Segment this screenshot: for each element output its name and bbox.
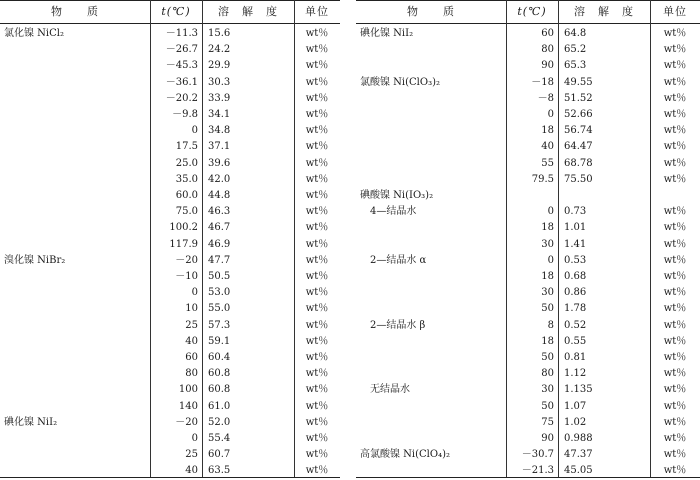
cell-solubility: 33.9 (208, 92, 231, 104)
cell-temperature: 80 (185, 368, 198, 380)
cell-temperature: 40 (185, 335, 198, 347)
cell-temperature: 90 (541, 60, 554, 72)
cell-temperature: 75 (541, 416, 554, 428)
cell-temperature: 75.0 (175, 206, 198, 218)
cell-unit: wt％ (663, 141, 687, 153)
cell-temperature: －9.8 (172, 109, 198, 120)
cell-unit: wt％ (305, 271, 329, 282)
cell-solubility: 60.8 (208, 368, 231, 380)
cell-temperature: 140 (178, 400, 198, 412)
cell-substance: 4—结晶水 (360, 206, 417, 218)
cell-unit: wt％ (663, 125, 687, 137)
cell-substance: 无结晶水 (360, 384, 410, 396)
cell-unit: wt％ (305, 335, 329, 347)
cell-temperature: 117.9 (169, 238, 198, 250)
cell-unit: wt％ (305, 303, 329, 315)
cell-unit: wt％ (663, 222, 687, 234)
cell-unit: wt％ (663, 109, 687, 120)
cell-unit: wt％ (663, 60, 687, 72)
cell-temperature: 30 (541, 384, 554, 396)
cell-solubility: 52.66 (564, 109, 593, 120)
cell-solubility: 59.1 (208, 335, 231, 347)
cell-temperature: 60 (541, 28, 554, 39)
header-temperature: t(℃) (161, 5, 191, 18)
cell-solubility: 68.78 (564, 157, 593, 169)
cell-unit: wt％ (663, 157, 687, 169)
cell-temperature: －18 (531, 76, 554, 88)
cell-unit: wt％ (663, 400, 687, 412)
cell-solubility: 65.3 (564, 60, 587, 72)
cell-solubility: 60.7 (208, 449, 231, 461)
cell-unit: wt％ (305, 465, 329, 477)
solubility-table-left (0, 0, 340, 478)
cell-unit: wt％ (305, 206, 329, 218)
cell-temperature: 0 (547, 254, 554, 266)
cell-unit: wt％ (663, 368, 687, 380)
cell-temperature: 0 (547, 206, 554, 218)
cell-unit: wt％ (305, 76, 329, 88)
cell-solubility: 55.4 (208, 433, 231, 444)
cell-unit: wt％ (305, 222, 329, 234)
cell-solubility: 0.68 (564, 271, 587, 282)
cell-unit: wt％ (305, 157, 329, 169)
cell-temperature: 25 (185, 449, 198, 461)
cell-unit: wt％ (305, 141, 329, 153)
cell-solubility: 34.8 (208, 125, 231, 137)
header-solubility: 溶 解 度 (574, 5, 634, 18)
cell-temperature: 90 (541, 433, 554, 444)
cell-unit: wt％ (663, 92, 687, 104)
cell-substance: 碘酸镍 Ni(IO₃)₂ (360, 190, 434, 201)
cell-unit: wt％ (663, 254, 687, 266)
cell-temperature: 100 (178, 384, 198, 396)
cell-solubility: 50.5 (208, 271, 231, 282)
cell-solubility: 47.37 (564, 449, 593, 461)
cell-unit: wt％ (305, 416, 329, 428)
cell-solubility: 46.7 (208, 222, 231, 234)
cell-temperature: －30.7 (521, 449, 554, 461)
cell-temperature: 8 (547, 319, 554, 331)
cell-temperature: 60 (185, 352, 198, 363)
cell-temperature: 25 (185, 319, 198, 331)
solubility-table-right (356, 0, 700, 478)
cell-temperature: －45.3 (165, 60, 198, 72)
cell-unit: wt％ (663, 384, 687, 396)
cell-solubility: 63.5 (208, 465, 231, 477)
cell-solubility: 49.55 (564, 76, 593, 88)
cell-substance: 碘化镍 NiI₂ (360, 28, 414, 39)
cell-solubility: 0.81 (564, 352, 587, 363)
cell-temperature: 0 (191, 125, 198, 137)
cell-solubility: 60.4 (208, 352, 231, 363)
cell-unit: wt％ (663, 238, 687, 250)
cell-temperature: －10 (175, 271, 198, 282)
cell-substance: 碘化镍 NiI₂ (4, 416, 58, 428)
cell-solubility: 65.2 (564, 44, 587, 56)
cell-solubility: 29.9 (208, 60, 231, 72)
cell-unit: wt％ (305, 433, 329, 444)
cell-solubility: 51.52 (564, 92, 593, 104)
cell-unit: wt％ (305, 44, 329, 56)
cell-solubility: 46.9 (208, 238, 231, 250)
cell-unit: wt％ (305, 400, 329, 412)
cell-substance: 氯酸镍 Ni(ClO₃)₂ (360, 76, 440, 88)
cell-temperature: －20 (175, 416, 198, 428)
cell-solubility: 55.0 (208, 303, 231, 315)
cell-temperature: －36.1 (165, 76, 198, 88)
cell-temperature: 40 (541, 141, 554, 153)
cell-solubility: 52.0 (208, 416, 231, 428)
cell-unit: wt％ (663, 416, 687, 428)
cell-unit: wt％ (663, 352, 687, 363)
cell-solubility: 0.53 (564, 254, 587, 266)
cell-unit: wt％ (663, 287, 687, 299)
cell-temperature: 18 (541, 335, 554, 347)
cell-solubility: 45.05 (564, 465, 593, 477)
cell-temperature: －20 (175, 254, 198, 266)
cell-temperature: 10 (185, 303, 198, 315)
cell-temperature: 40 (185, 465, 198, 477)
cell-substance: 溴化镍 NiBr₂ (4, 254, 66, 266)
cell-unit: wt％ (663, 271, 687, 282)
cell-unit: wt％ (663, 44, 687, 56)
cell-unit: wt％ (305, 319, 329, 331)
cell-unit: wt％ (663, 449, 687, 461)
cell-unit: wt％ (663, 76, 687, 88)
cell-temperature: 100.2 (169, 222, 198, 234)
cell-temperature: 30 (541, 238, 554, 250)
cell-temperature: 18 (541, 271, 554, 282)
cell-unit: wt％ (663, 319, 687, 331)
cell-solubility: 42.0 (208, 173, 231, 185)
cell-temperature: 55 (541, 157, 554, 169)
cell-temperature: 79.5 (531, 173, 554, 185)
cell-solubility: 53.0 (208, 287, 231, 299)
cell-solubility: 47.7 (208, 254, 231, 266)
cell-unit: wt％ (305, 28, 329, 39)
cell-solubility: 1.02 (564, 416, 587, 428)
cell-temperature: 17.5 (175, 141, 198, 153)
cell-solubility: 0.86 (564, 287, 587, 299)
cell-unit: wt％ (305, 368, 329, 380)
cell-substance: 高氯酸镍 Ni(ClO₄)₂ (360, 449, 450, 461)
cell-temperature: 50 (541, 303, 554, 315)
header-temperature: t(℃) (517, 5, 547, 18)
cell-unit: wt％ (305, 238, 329, 250)
cell-solubility: 60.8 (208, 384, 231, 396)
cell-temperature: 80 (541, 44, 554, 56)
cell-substance: 2—结晶水 β (360, 319, 426, 331)
header-unit: 单位 (305, 5, 329, 18)
cell-temperature: 0 (547, 109, 554, 120)
cell-temperature: 30 (541, 287, 554, 299)
cell-temperature: －20.2 (165, 92, 198, 104)
cell-unit: wt％ (663, 335, 687, 347)
cell-temperature: 80 (541, 368, 554, 380)
cell-solubility: 39.6 (208, 157, 231, 169)
table-header (356, 0, 700, 24)
cell-temperature: －21.3 (521, 465, 554, 477)
cell-unit: wt％ (663, 303, 687, 315)
cell-temperature: 0 (191, 433, 198, 444)
cell-temperature: 60.0 (175, 190, 198, 201)
cell-unit: wt％ (663, 465, 687, 477)
cell-unit: wt％ (305, 287, 329, 299)
cell-temperature: 35.0 (175, 173, 198, 185)
cell-solubility: 30.3 (208, 76, 231, 88)
cell-solubility: 0.55 (564, 335, 587, 347)
cell-temperature: 0 (191, 287, 198, 299)
header-solubility: 溶 解 度 (218, 5, 278, 18)
cell-unit: wt％ (305, 92, 329, 104)
cell-solubility: 34.1 (208, 109, 231, 120)
cell-substance: 氯化镍 NiCl₂ (4, 28, 64, 39)
cell-temperature: －11.3 (165, 28, 198, 39)
cell-solubility: 64.8 (564, 28, 587, 39)
header-unit: 单位 (663, 5, 687, 18)
cell-temperature: 18 (541, 125, 554, 137)
cell-unit: wt％ (305, 254, 329, 266)
cell-unit: wt％ (305, 173, 329, 185)
cell-solubility: 1.78 (564, 303, 587, 315)
cell-solubility: 24.2 (208, 44, 231, 56)
cell-unit: wt％ (305, 109, 329, 120)
cell-solubility: 1.07 (564, 400, 587, 412)
cell-unit: wt％ (305, 60, 329, 72)
cell-solubility: 56.74 (564, 125, 593, 137)
cell-temperature: 50 (541, 352, 554, 363)
cell-unit: wt％ (663, 28, 687, 39)
cell-unit: wt％ (305, 125, 329, 137)
header-substance: 物 质 (407, 5, 455, 18)
cell-solubility: 44.8 (208, 190, 231, 201)
cell-substance: 2—结晶水 α (360, 254, 427, 266)
cell-solubility: 0.52 (564, 319, 587, 331)
cell-solubility: 15.6 (208, 28, 231, 39)
cell-solubility: 0.73 (564, 206, 587, 218)
cell-solubility: 61.0 (208, 400, 231, 412)
cell-solubility: 1.12 (564, 368, 587, 380)
cell-solubility: 1.135 (564, 384, 593, 396)
cell-solubility: 1.41 (564, 238, 587, 250)
cell-unit: wt％ (663, 173, 687, 185)
header-substance: 物 质 (51, 5, 99, 18)
cell-unit: wt％ (663, 206, 687, 218)
cell-temperature: －26.7 (165, 44, 198, 56)
cell-temperature: 18 (541, 222, 554, 234)
cell-unit: wt％ (305, 384, 329, 396)
cell-unit: wt％ (663, 433, 687, 444)
cell-unit: wt％ (305, 190, 329, 201)
cell-solubility: 64.47 (564, 141, 593, 153)
cell-solubility: 0.988 (564, 433, 593, 444)
cell-solubility: 75.50 (564, 173, 593, 185)
cell-solubility: 46.3 (208, 206, 231, 218)
cell-temperature: －8 (537, 92, 554, 104)
cell-temperature: 50 (541, 400, 554, 412)
cell-temperature: 25.0 (175, 157, 198, 169)
cell-solubility: 1.01 (564, 222, 587, 234)
cell-unit: wt％ (305, 352, 329, 363)
cell-unit: wt％ (305, 449, 329, 461)
cell-solubility: 57.3 (208, 319, 231, 331)
table-header (0, 0, 340, 24)
cell-solubility: 37.1 (208, 141, 231, 153)
